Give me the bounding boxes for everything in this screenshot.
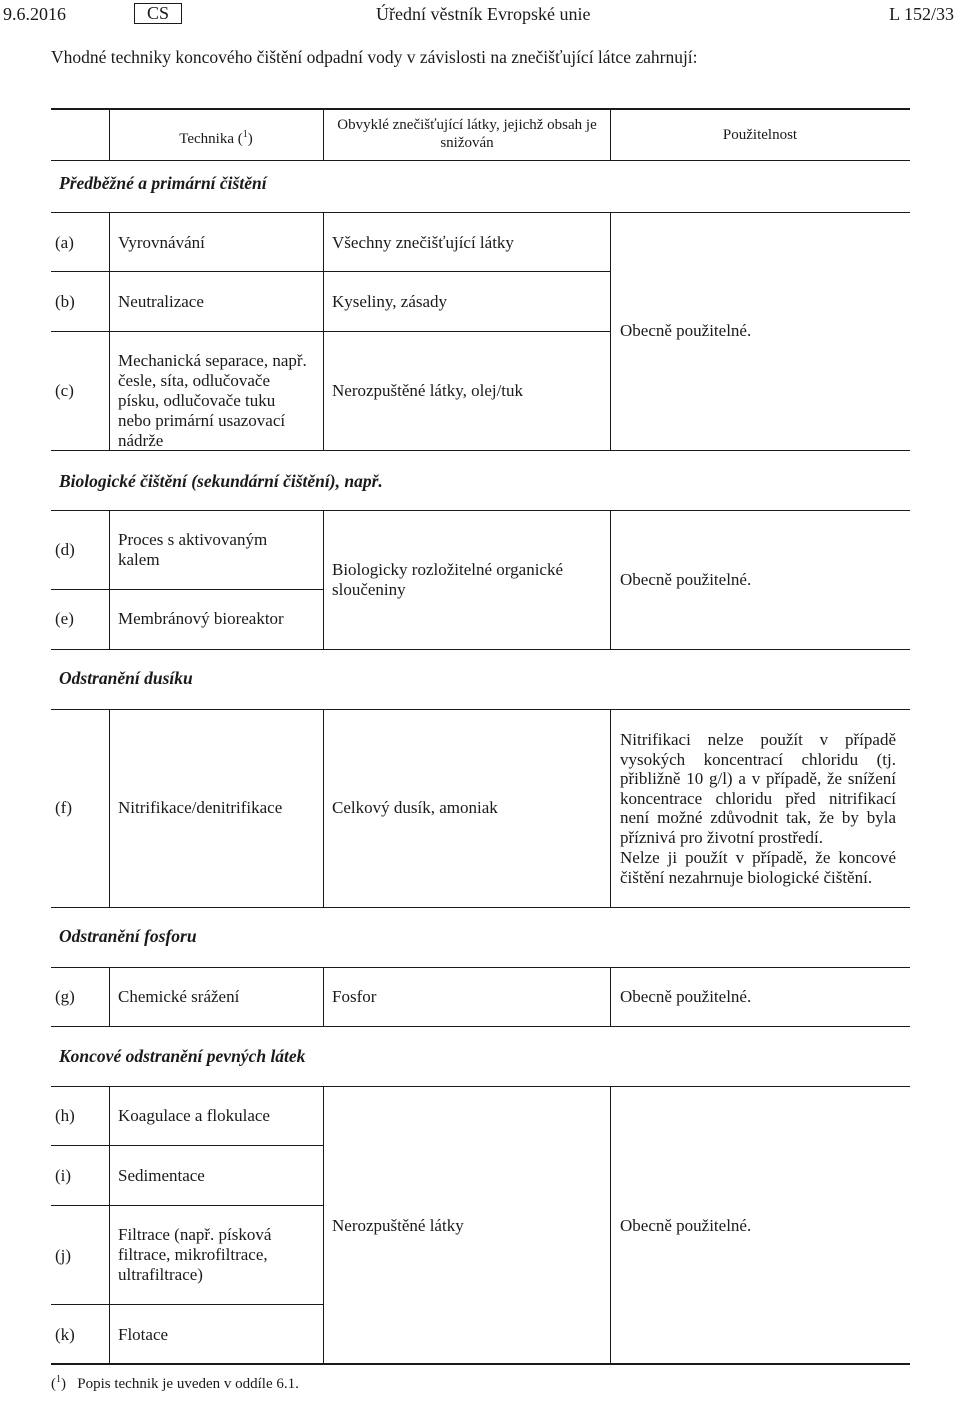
rule (51, 1304, 323, 1305)
technique-cell: Koagulace a flokulace (118, 1106, 270, 1125)
language-badge: CS (134, 3, 182, 24)
technique-cell: Sedimentace (118, 1166, 205, 1185)
col-rule (610, 967, 611, 1026)
pollutant-cell: Nerozpuštěné látky, olej/tuk (332, 381, 524, 400)
rule (51, 1145, 323, 1146)
table-bottom-rule (51, 1363, 910, 1365)
row-id: (b) (55, 292, 75, 311)
rule (51, 709, 910, 710)
section-title: Biologické čištění (sekundární čištění), např. (59, 471, 383, 491)
col-rule (610, 709, 611, 907)
rule (51, 212, 910, 213)
pollutant-cell: Biologicky rozložitelné organické sloučeniny (332, 560, 564, 599)
rule (51, 160, 910, 161)
col-rule (323, 709, 324, 907)
technique-cell: Filtrace (např. písková filtrace, mikrofiltrace, ultrafiltrace) (118, 1225, 272, 1284)
journal-title: Úřední věstník Evropské unie (376, 4, 591, 24)
col-rule (323, 967, 324, 1026)
row-id: (j) (55, 1246, 72, 1265)
row-id: (f) (55, 798, 72, 817)
col-rule (109, 1086, 110, 1363)
rule (51, 1026, 910, 1027)
row-id: (d) (55, 540, 75, 559)
table-top-rule (51, 108, 910, 110)
section-title: Koncové odstranění pevných látek (59, 1046, 306, 1066)
pollutant-cell: Fosfor (332, 987, 377, 1006)
col-rule (109, 967, 110, 1026)
row-id: (k) (55, 1325, 75, 1344)
rule (51, 331, 610, 332)
rule (51, 1086, 910, 1087)
applicability-cell: Obecně použitelné. (620, 570, 752, 589)
section-title: Předběžné a primární čištění (59, 173, 267, 193)
col-rule (323, 1086, 324, 1363)
col-rule (109, 709, 110, 907)
applicability-cell: Nelze ji použít v případě, že koncové čištění nezahrnuje biologické čištění. (620, 848, 896, 887)
rule (51, 649, 910, 650)
rule (51, 907, 910, 908)
row-id: (h) (55, 1106, 75, 1125)
technique-cell: Vyrovnávání (118, 233, 205, 252)
applicability-cell: Obecně použitelné. (620, 321, 752, 340)
header-applicability: Použitelnost (722, 127, 798, 143)
col-rule (610, 108, 611, 160)
col-rule (323, 212, 324, 450)
page-header (0, 0, 960, 28)
applicability-cell: Nitrifikaci nelze použít v případě vysokých koncentrací chloridu (tj. přibližně 10 g/l) a v případě, že snížení koncentrace chloridu před nitrifikací není možné zdůvodnit tak, že by byla příznivá pro životní prostředí. (620, 730, 896, 847)
row-id: (i) (55, 1166, 72, 1185)
col-rule (610, 1086, 611, 1363)
col-rule (323, 510, 324, 649)
col-rule (109, 212, 110, 450)
technique-cell: Chemické srážení (118, 987, 240, 1006)
rule (51, 510, 910, 511)
col-rule (109, 510, 110, 649)
col-rule (610, 510, 611, 649)
section-title: Odstranění fosforu (59, 926, 197, 946)
applicability-cell: Obecně použitelné. (620, 1216, 752, 1235)
col-rule (610, 212, 611, 450)
row-id: (g) (55, 987, 75, 1006)
col-rule (323, 108, 324, 160)
technique-cell: Proces s aktivovaným kalem (118, 530, 268, 569)
row-id: (a) (55, 233, 74, 252)
row-id: (e) (55, 609, 74, 628)
pollutant-cell: Nerozpuštěné látky (332, 1216, 464, 1235)
pollutant-cell: Celkový dusík, amoniak (332, 798, 498, 817)
col-rule (109, 108, 110, 160)
rule (51, 271, 610, 272)
page-number: L 152/33 (889, 4, 954, 24)
intro-text: Vhodné techniky koncového čištění odpadní vody v závislosti na znečišťující látce zahrnují: (51, 47, 698, 67)
technique-cell: Mechanická separace, např. česle, síta, odlučovače písku, odlučovače tuku nebo primární usazovací nádrže (118, 351, 307, 450)
technique-cell: Membránový bioreaktor (118, 609, 284, 628)
section-title: Odstranění dusíku (59, 668, 193, 688)
technique-cell: Neutralizace (118, 292, 204, 311)
row-id: (c) (55, 381, 74, 400)
footnote: ($^1$) Popis technik je uveden v oddíle 6.1. (51, 1374, 299, 1392)
publication-date: 9.6.2016 (3, 4, 66, 24)
rule (51, 589, 323, 590)
header-pollutants: Obvyklé znečišťující látky, jejichž obsah je snižován (337, 117, 597, 151)
technique-cell: Flotace (118, 1325, 169, 1344)
rule (51, 1205, 323, 1206)
technique-cell: Nitrifikace/denitrifikace (118, 798, 283, 817)
applicability-cell: Obecně použitelné. (620, 987, 752, 1006)
pollutant-cell: Všechny znečišťující látky (332, 233, 514, 252)
pollutant-cell: Kyseliny, zásady (332, 292, 448, 311)
rule (51, 967, 910, 968)
header-technique: Technika ($^1$) (179, 129, 253, 147)
